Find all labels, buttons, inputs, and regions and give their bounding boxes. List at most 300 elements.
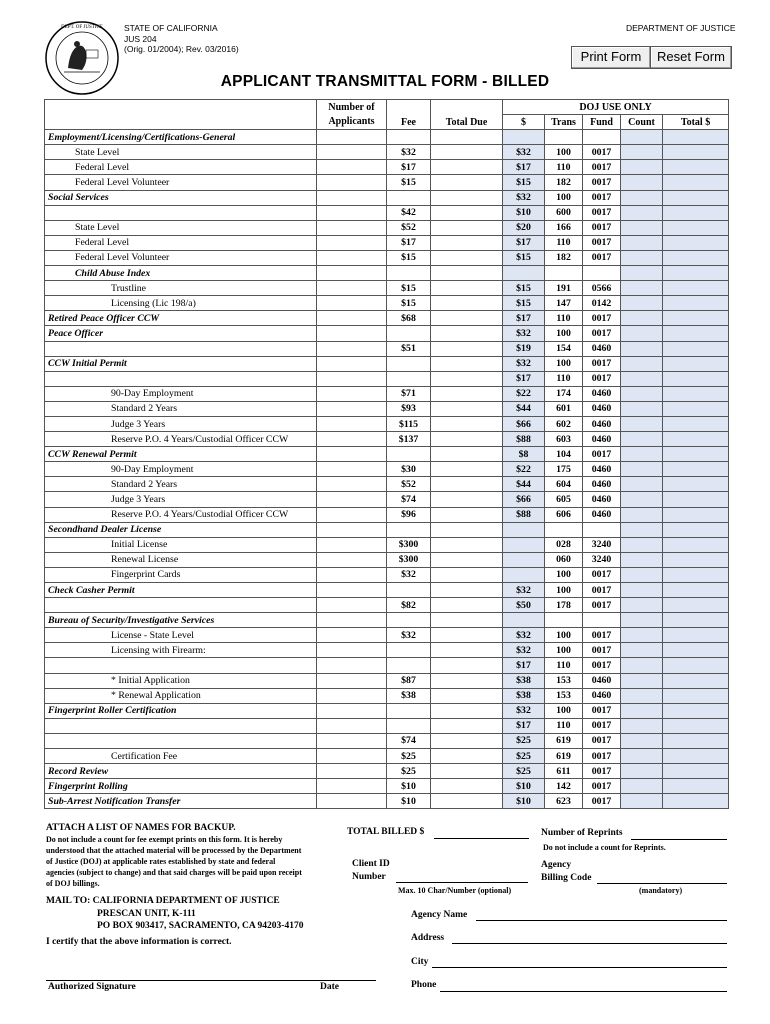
table-row	[45, 235, 729, 250]
doj-total-cell	[663, 598, 729, 613]
total-due-cell[interactable]	[431, 733, 503, 748]
applicants-input[interactable]	[317, 416, 387, 431]
doj-count-cell	[621, 598, 663, 613]
doj-trans-cell: 153	[545, 688, 583, 703]
total-due-cell[interactable]	[431, 401, 503, 416]
doj-fund-cell: 0017	[583, 190, 621, 205]
doj-total-cell	[663, 583, 729, 598]
applicants-input[interactable]	[317, 552, 387, 567]
total-due-cell[interactable]	[431, 326, 503, 341]
doj-dollar-cell: $32	[503, 145, 545, 160]
applicants-input[interactable]	[317, 749, 387, 764]
doj-trans-cell: 154	[545, 341, 583, 356]
fee-cell: $300	[387, 537, 431, 552]
doj-trans-cell: 623	[545, 794, 583, 809]
fee-cell	[387, 130, 431, 145]
row-label: Federal Level Volunteer	[45, 175, 317, 190]
total-due-cell[interactable]	[431, 552, 503, 567]
row-label: Reserve P.O. 4 Years/Custodial Officer CCW	[45, 432, 317, 447]
table-row	[45, 266, 729, 281]
applicants-input[interactable]	[317, 235, 387, 250]
row-label: Federal Level	[45, 235, 317, 250]
doj-total-cell	[663, 522, 729, 537]
doj-fund-cell: 0460	[583, 416, 621, 431]
doj-fund-cell: 0566	[583, 281, 621, 296]
doj-dollar-cell: $25	[503, 764, 545, 779]
row-label: Sub-Arrest Notification Transfer	[45, 794, 317, 809]
fee-cell: $25	[387, 749, 431, 764]
total-due-cell[interactable]	[431, 266, 503, 281]
fee-cell	[387, 583, 431, 598]
fee-cell	[387, 522, 431, 537]
signature-field[interactable]	[46, 980, 376, 981]
applicants-input[interactable]	[317, 718, 387, 733]
row-label: Peace Officer	[45, 326, 317, 341]
doj-trans-cell: 110	[545, 311, 583, 326]
doj-fund-cell: 0017	[583, 160, 621, 175]
row-label	[45, 733, 317, 748]
fee-cell: $25	[387, 764, 431, 779]
phone-field[interactable]	[440, 991, 727, 992]
doj-total-cell	[663, 462, 729, 477]
doj-dollar-cell: $10	[503, 779, 545, 794]
doj-dollar-cell	[503, 522, 545, 537]
total-due-cell[interactable]	[431, 235, 503, 250]
applicants-input[interactable]	[317, 522, 387, 537]
applicants-input[interactable]	[317, 583, 387, 598]
applicants-input[interactable]	[317, 537, 387, 552]
applicants-input[interactable]	[317, 643, 387, 658]
applicants-input[interactable]	[317, 567, 387, 582]
doj-dollar-cell: $88	[503, 432, 545, 447]
doj-total-cell	[663, 416, 729, 431]
client-id-field[interactable]	[396, 882, 528, 883]
doj-trans-cell: 606	[545, 507, 583, 522]
doj-count-cell	[621, 266, 663, 281]
doj-count-cell	[621, 718, 663, 733]
total-due-cell[interactable]	[431, 643, 503, 658]
fee-cell: $82	[387, 598, 431, 613]
fee-cell: $15	[387, 250, 431, 265]
total-due-cell[interactable]	[431, 703, 503, 718]
doj-total-cell	[663, 764, 729, 779]
reprints-label: Number of Reprints	[541, 828, 623, 838]
row-label: Judge 3 Years	[45, 492, 317, 507]
doj-trans-cell: 604	[545, 477, 583, 492]
mail-to-line: PRESCAN UNIT, K-111	[97, 908, 196, 919]
doj-fund-cell: 0017	[583, 567, 621, 582]
doj-count-cell	[621, 190, 663, 205]
applicants-input[interactable]	[317, 764, 387, 779]
total-due-cell[interactable]	[431, 613, 503, 628]
total-due-cell[interactable]	[431, 281, 503, 296]
applicants-input[interactable]	[317, 220, 387, 235]
total-due-cell[interactable]	[431, 220, 503, 235]
doj-dollar-cell: $15	[503, 296, 545, 311]
fee-cell: $87	[387, 673, 431, 688]
row-label	[45, 341, 317, 356]
total-due-cell[interactable]	[431, 130, 503, 145]
doj-fund-cell: 0017	[583, 220, 621, 235]
row-label: Certification Fee	[45, 749, 317, 764]
doj-dollar-cell: $38	[503, 673, 545, 688]
row-label	[45, 718, 317, 733]
total-due-cell[interactable]	[431, 296, 503, 311]
applicants-input[interactable]	[317, 371, 387, 386]
doj-total-cell	[663, 688, 729, 703]
doj-count-cell	[621, 477, 663, 492]
total-due-cell[interactable]	[431, 688, 503, 703]
doj-dollar-cell: $32	[503, 643, 545, 658]
doj-trans-cell	[545, 613, 583, 628]
applicants-input[interactable]	[317, 386, 387, 401]
doj-dollar-cell: $15	[503, 250, 545, 265]
doj-total-cell	[663, 447, 729, 462]
fee-cell: $10	[387, 794, 431, 809]
total-due-cell[interactable]	[431, 583, 503, 598]
doj-count-cell	[621, 401, 663, 416]
department-label: DEPARTMENT OF JUSTICE	[626, 23, 736, 33]
agency-name-field[interactable]	[476, 920, 727, 921]
total-due-cell[interactable]	[431, 447, 503, 462]
doj-count-cell	[621, 733, 663, 748]
fee-cell: $30	[387, 462, 431, 477]
doj-total-cell	[663, 733, 729, 748]
table-row	[45, 311, 729, 326]
doj-trans-cell: 104	[545, 447, 583, 462]
total-billed-field[interactable]	[434, 838, 529, 839]
svg-text:DEPT. OF JUSTICE: DEPT. OF JUSTICE	[61, 25, 103, 30]
doj-fund-cell	[583, 522, 621, 537]
total-due-cell[interactable]	[431, 160, 503, 175]
table-row	[45, 160, 729, 175]
fee-cell: $10	[387, 779, 431, 794]
doj-total-cell	[663, 718, 729, 733]
applicants-input[interactable]	[317, 401, 387, 416]
total-due-cell[interactable]	[431, 462, 503, 477]
doj-fund-cell: 0460	[583, 341, 621, 356]
row-label: Licensing (Lic 198/a)	[45, 296, 317, 311]
doj-fund-cell	[583, 130, 621, 145]
applicants-input[interactable]	[317, 356, 387, 371]
doj-dollar-cell: $8	[503, 447, 545, 462]
form-id: JUS 204	[124, 33, 157, 44]
doj-count-cell	[621, 567, 663, 582]
max-char-note: Max. 10 Char/Number (optional)	[398, 886, 512, 895]
doj-dollar-cell: $50	[503, 598, 545, 613]
doj-total-cell	[663, 371, 729, 386]
applicants-input[interactable]	[317, 130, 387, 145]
total-due-cell[interactable]	[431, 175, 503, 190]
client-id-label: Client ID	[352, 859, 390, 869]
table-row	[45, 341, 729, 356]
fee-cell	[387, 718, 431, 733]
applicants-input[interactable]	[317, 733, 387, 748]
phone-label: Phone	[411, 980, 437, 990]
applicants-input[interactable]	[317, 281, 387, 296]
table-row	[45, 552, 729, 567]
date-label: Date	[320, 982, 339, 992]
total-due-cell[interactable]	[431, 386, 503, 401]
applicants-input[interactable]	[317, 673, 387, 688]
applicants-input[interactable]	[317, 296, 387, 311]
applicants-input[interactable]	[317, 477, 387, 492]
applicants-input[interactable]	[317, 205, 387, 220]
fee-cell	[387, 658, 431, 673]
table-row	[45, 145, 729, 160]
doj-fund-cell: 0017	[583, 764, 621, 779]
attach-title: ATTACH A LIST OF NAMES FOR BACKUP.	[46, 823, 236, 833]
applicants-input[interactable]	[317, 688, 387, 703]
doj-count-cell	[621, 160, 663, 175]
total-due-cell[interactable]	[431, 311, 503, 326]
doj-dollar-cell: $10	[503, 794, 545, 809]
total-due-cell[interactable]	[431, 356, 503, 371]
applicants-input[interactable]	[317, 462, 387, 477]
table-row	[45, 583, 729, 598]
doj-total-cell	[663, 779, 729, 794]
doj-total-cell	[663, 643, 729, 658]
total-due-cell[interactable]	[431, 371, 503, 386]
fee-cell	[387, 643, 431, 658]
doj-dollar-cell: $32	[503, 703, 545, 718]
row-label	[45, 658, 317, 673]
table-row	[45, 175, 729, 190]
applicants-input[interactable]	[317, 341, 387, 356]
doj-total-cell	[663, 613, 729, 628]
doj-fund-cell: 0017	[583, 718, 621, 733]
fee-cell: $15	[387, 175, 431, 190]
row-label: State Level	[45, 145, 317, 160]
doj-dollar-cell: $10	[503, 205, 545, 220]
doj-total-cell	[663, 492, 729, 507]
doj-trans-cell: 601	[545, 401, 583, 416]
table-row	[45, 613, 729, 628]
doj-count-cell	[621, 552, 663, 567]
row-label: Child Abuse Index	[45, 266, 317, 281]
doj-trans-cell: 611	[545, 764, 583, 779]
row-label: License - State Level	[45, 628, 317, 643]
total-due-header: Total Due	[431, 100, 503, 130]
total-due-cell[interactable]	[431, 598, 503, 613]
doj-count-cell	[621, 447, 663, 462]
doj-trans-cell: 100	[545, 326, 583, 341]
city-field[interactable]	[432, 967, 727, 968]
fee-header: Fee	[387, 100, 431, 130]
doj-dollar-cell: $32	[503, 356, 545, 371]
doj-dollar-cell: $15	[503, 175, 545, 190]
doj-trans-cell: 602	[545, 416, 583, 431]
doj-dollar-cell: $32	[503, 190, 545, 205]
total-due-cell[interactable]	[431, 779, 503, 794]
doj-dollar-cell: $25	[503, 733, 545, 748]
total-due-cell[interactable]	[431, 477, 503, 492]
total-due-cell[interactable]	[431, 507, 503, 522]
applicants-input[interactable]	[317, 175, 387, 190]
applicants-input[interactable]	[317, 794, 387, 809]
doj-count-cell	[621, 764, 663, 779]
total-due-cell[interactable]	[431, 432, 503, 447]
total-due-cell[interactable]	[431, 749, 503, 764]
doj-total-cell	[663, 175, 729, 190]
applicants-input[interactable]	[317, 507, 387, 522]
fee-cell: $74	[387, 733, 431, 748]
doj-fund-cell: 0017	[583, 447, 621, 462]
doj-fund-cell: 0017	[583, 250, 621, 265]
row-label: Retired Peace Officer CCW	[45, 311, 317, 326]
doj-trans-cell: 100	[545, 356, 583, 371]
doj-count-cell	[621, 205, 663, 220]
doj-total-cell	[663, 220, 729, 235]
table-row	[45, 733, 729, 748]
doj-total-cell	[663, 281, 729, 296]
reset-form-button[interactable]: Reset Form	[650, 46, 732, 69]
applicants-input[interactable]	[317, 160, 387, 175]
city-label: City	[411, 957, 429, 967]
doj-dollar-cell: $19	[503, 341, 545, 356]
doj-total-cell	[663, 235, 729, 250]
doj-trans-cell: 147	[545, 296, 583, 311]
table-row	[45, 749, 729, 764]
total-due-cell[interactable]	[431, 628, 503, 643]
total-due-cell[interactable]	[431, 145, 503, 160]
applicants-input[interactable]	[317, 613, 387, 628]
doj-dollar-cell: $17	[503, 235, 545, 250]
total-due-cell[interactable]	[431, 567, 503, 582]
billing-code-field[interactable]	[597, 883, 727, 884]
total-due-cell[interactable]	[431, 492, 503, 507]
doj-total-cell	[663, 477, 729, 492]
total-due-cell[interactable]	[431, 205, 503, 220]
applicants-input[interactable]	[317, 598, 387, 613]
applicants-input[interactable]	[317, 703, 387, 718]
doj-trans-cell	[545, 130, 583, 145]
table-row	[45, 326, 729, 341]
table-row	[45, 764, 729, 779]
doj-fund-cell: 0017	[583, 628, 621, 643]
total-due-cell[interactable]	[431, 764, 503, 779]
doj-total-cell	[663, 567, 729, 582]
mail-to-line: PO BOX 903417, SACRAMENTO, CA 94203-4170	[97, 921, 304, 931]
doj-count-cell	[621, 175, 663, 190]
doj-total-cell	[663, 356, 729, 371]
reprints-field[interactable]	[631, 839, 727, 840]
applicants-input[interactable]	[317, 492, 387, 507]
doj-fund-cell: 3240	[583, 552, 621, 567]
doj-dollar-cell	[503, 552, 545, 567]
fee-cell: $300	[387, 552, 431, 567]
doj-fund-cell: 0017	[583, 643, 621, 658]
doj-dollar-cell: $44	[503, 477, 545, 492]
applicants-input[interactable]	[317, 145, 387, 160]
total-due-cell[interactable]	[431, 658, 503, 673]
applicants-input[interactable]	[317, 658, 387, 673]
attach-text	[46, 834, 302, 889]
fee-cell: $38	[387, 688, 431, 703]
fee-cell: $32	[387, 567, 431, 582]
doj-fund-cell: 0460	[583, 386, 621, 401]
doj-fund-cell: 0017	[583, 658, 621, 673]
table-row	[45, 794, 729, 809]
doj-trans-cell: 100	[545, 583, 583, 598]
total-due-cell[interactable]	[431, 794, 503, 809]
total-due-cell[interactable]	[431, 341, 503, 356]
address-field[interactable]	[452, 943, 727, 944]
total-due-cell[interactable]	[431, 673, 503, 688]
doj-count-cell	[621, 613, 663, 628]
doj-total-cell	[663, 658, 729, 673]
total-due-cell[interactable]	[431, 718, 503, 733]
table-row	[45, 703, 729, 718]
doj-trans-cell: 191	[545, 281, 583, 296]
doj-total-cell	[663, 341, 729, 356]
row-label: Social Services	[45, 190, 317, 205]
doj-fund-cell: 0017	[583, 371, 621, 386]
applicants-input[interactable]	[317, 447, 387, 462]
number-label: Number	[352, 872, 386, 882]
table-row	[45, 130, 729, 145]
total-due-cell[interactable]	[431, 522, 503, 537]
doj-count-cell	[621, 296, 663, 311]
fee-cell	[387, 356, 431, 371]
applicants-input[interactable]	[317, 311, 387, 326]
doj-dollar-cell	[503, 130, 545, 145]
doj-trans-cell: 100	[545, 567, 583, 582]
dollar-header: $	[503, 115, 545, 130]
fee-cell	[387, 703, 431, 718]
row-label: CCW Initial Permit	[45, 356, 317, 371]
total-due-cell[interactable]	[431, 250, 503, 265]
table-row	[45, 673, 729, 688]
doj-trans-cell: 100	[545, 643, 583, 658]
applicants-input[interactable]	[317, 266, 387, 281]
doj-dollar-cell: $88	[503, 507, 545, 522]
applicants-input[interactable]	[317, 190, 387, 205]
print-form-button[interactable]: Print Form	[571, 46, 651, 69]
applicants-input[interactable]	[317, 432, 387, 447]
table-row	[45, 643, 729, 658]
row-label: Employment/Licensing/Certifications-General	[45, 130, 317, 145]
applicants-input[interactable]	[317, 326, 387, 341]
doj-trans-cell: 142	[545, 779, 583, 794]
doj-count-cell	[621, 522, 663, 537]
doj-trans-cell	[545, 522, 583, 537]
doj-total-cell	[663, 794, 729, 809]
total-due-cell[interactable]	[431, 190, 503, 205]
table-row	[45, 492, 729, 507]
fee-cell	[387, 613, 431, 628]
row-label	[45, 205, 317, 220]
fund-header: Fund	[583, 115, 621, 130]
table-row	[45, 462, 729, 477]
row-label: Standard 2 Years	[45, 401, 317, 416]
applicants-input[interactable]	[317, 779, 387, 794]
doj-trans-cell: 178	[545, 598, 583, 613]
attach-text-line: of Justice (DOJ) at applicable rates established by state and federal	[46, 857, 276, 866]
doj-fund-cell: 0017	[583, 175, 621, 190]
applicants-input[interactable]	[317, 628, 387, 643]
table-row	[45, 205, 729, 220]
total-due-cell[interactable]	[431, 416, 503, 431]
table-row	[45, 779, 729, 794]
total-due-cell[interactable]	[431, 537, 503, 552]
applicants-input[interactable]	[317, 250, 387, 265]
fee-cell: $15	[387, 281, 431, 296]
doj-dollar-cell	[503, 567, 545, 582]
doj-count-cell	[621, 749, 663, 764]
doj-dollar-cell: $17	[503, 160, 545, 175]
doj-trans-cell: 619	[545, 749, 583, 764]
